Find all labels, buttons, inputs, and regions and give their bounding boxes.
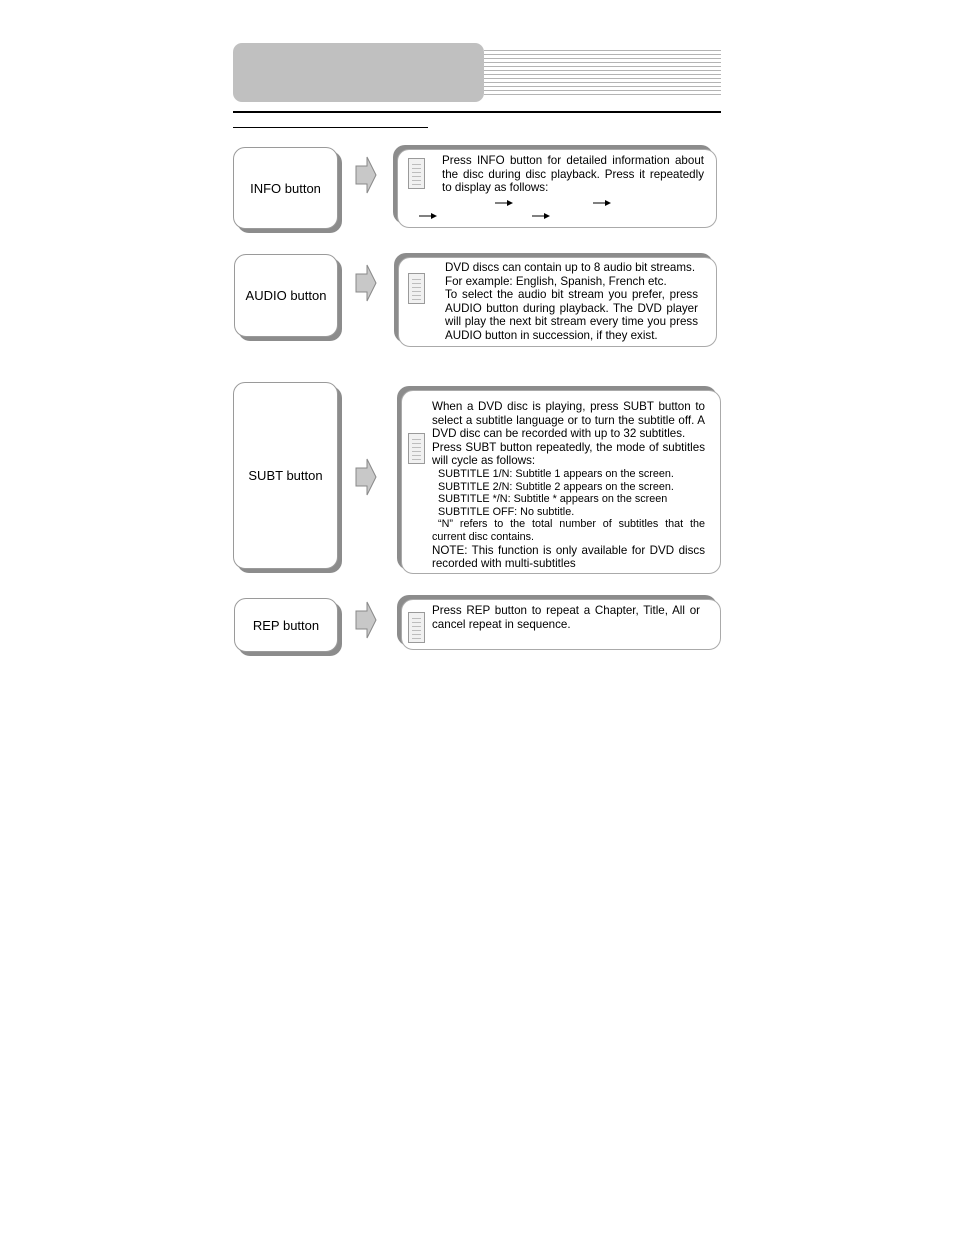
subt-description-panel — [401, 390, 721, 574]
audio-text-line: To select the audio bit stream you prefer, press AUDIO button during playback. The DVD player will play the next bit stream every time you press AUDIO button in succession, if they exist. — [445, 288, 698, 342]
subt-note: NOTE: This function is only available for DVD discs recorded with multi-subtitles — [432, 543, 705, 571]
audio-arrow-icon — [355, 264, 377, 302]
audio-button-box — [234, 254, 338, 337]
rep-button-box — [234, 598, 338, 652]
flow-arrow-icon — [593, 200, 611, 206]
subt-cycle-text: Press SUBT button repeatedly, the mode of subtitles will cycle as follows: — [432, 440, 705, 468]
remote-control-icon — [408, 158, 425, 189]
rep-button-label: REP button — [252, 617, 320, 633]
info-description-text: Press INFO button for detailed information about the disc during disc playback. Press it repeatedly to display as follows: — [442, 154, 704, 195]
audio-description-text — [445, 261, 698, 343]
remote-control-icon — [408, 433, 425, 464]
info-button-label: INFO button — [250, 180, 321, 196]
subt-button-label: SUBT button — [248, 468, 323, 483]
info-button-box — [233, 147, 338, 229]
subt-button-box — [233, 382, 338, 569]
subt-mode: SUBTITLE */N: Subtitle * appears on the screen — [438, 493, 668, 506]
flow-arrow-icon — [419, 213, 437, 219]
audio-text-line: DVD discs can contain up to 8 audio bit streams. — [445, 261, 696, 274]
audio-description-panel — [398, 257, 717, 347]
header-tab — [233, 43, 484, 102]
rep-description-panel — [401, 599, 721, 650]
flow-arrow-icon — [495, 200, 513, 206]
info-arrow-icon — [355, 156, 377, 194]
remote-control-icon — [408, 612, 425, 643]
rep-arrow-icon — [355, 601, 377, 639]
subt-mode: SUBTITLE 2/N: Subtitle 2 appears on the screen. — [438, 480, 674, 493]
section-title-underline — [233, 127, 428, 128]
info-description-panel — [397, 149, 717, 228]
subt-n-note: “N” refers to the total number of subtitles that the current disc contains. — [432, 518, 705, 543]
subt-intro: When a DVD disc is playing, press SUBT button to select a subtitle language or to turn the subtitle off. A DVD disc can be recorded with up to 32 subtitles. — [432, 400, 705, 441]
subt-mode: SUBTITLE 1/N: Subtitle 1 appears on the screen. — [438, 467, 674, 480]
subt-description-text — [432, 400, 705, 571]
header-rule — [233, 111, 721, 113]
audio-text-line: For example: English, Spanish, French etc. — [445, 274, 667, 288]
audio-button-label: AUDIO button — [245, 288, 327, 303]
header-stripes — [484, 50, 721, 98]
remote-control-icon — [408, 273, 425, 304]
subt-arrow-icon — [355, 458, 377, 496]
subt-mode: SUBTITLE OFF: No subtitle. — [438, 505, 575, 518]
flow-arrow-icon — [532, 213, 550, 219]
rep-description-text: Press REP button to repeat a Chapter, Title, All or cancel repeat in sequence. — [432, 604, 700, 631]
